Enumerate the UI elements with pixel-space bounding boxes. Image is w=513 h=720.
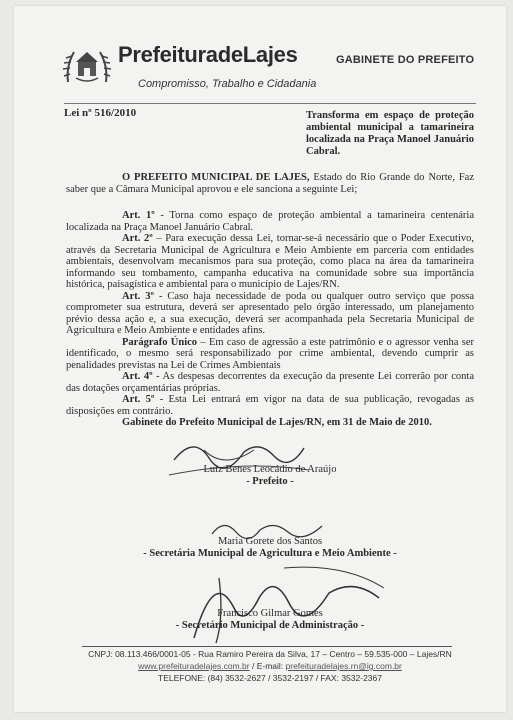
brand-name: PrefeituradeLajes <box>118 42 298 67</box>
administration-secretary-role: - Secretário Municipal de Administração - <box>175 620 365 631</box>
email-label: / E-mail: <box>249 661 286 671</box>
preamble-lead: O PREFEITO MUNICIPAL DE LAJES, <box>122 172 310 183</box>
footer-address: CNPJ: 08.113.466/0001-05 - Rua Ramiro Pereira da Silva, 17 – Centro – 59.535-000 – Lajes/RN <box>88 649 452 659</box>
administration-secretary-signature-icon <box>164 558 404 648</box>
preamble-text: Estado do Rio Grande do Norte, Faz saber que a Câmara Municipal aprovou e ele sanciona a seguinte Lei; <box>66 172 475 195</box>
article-3 <box>66 291 474 337</box>
article-text: - Caso haja necessidade de poda ou qualquer outro serviço que possa comprometer sua estrutura, deverá ser apresentado pelo órgão interessado, um planejamento prévio dessa ação e, a sua execução, deverá ser acompanhada pela Secretaria Municipal de Agricultura e Meio Ambiente e entidades afins. <box>66 290 474 336</box>
administration-secretary-name: Francisco Gilmar Gomes <box>217 608 323 619</box>
law-number: Lei nº 516/2010 <box>64 107 137 119</box>
article-text: – Em caso de agressão a este patrimônio e o agressor venha ser identificado, o mesmo será responsabilizado por crime ambiental, devendo cumprir as penalidades previstas na Lei de Crimes Ambientais <box>66 336 475 371</box>
footer-phones: TELEFONE: (84) 3532-2627 / 3532-2197 / FAX: 3532-2367 <box>158 673 382 683</box>
article-label: Parágrafo Único <box>122 336 198 348</box>
article-label: Art. 2º <box>122 233 153 244</box>
article-text: - Esta Lei entrará em vigor na data de sua publicação, revogadas as disposições em contrário. <box>66 394 474 417</box>
document-page <box>14 6 506 712</box>
article-label: Art. 5º <box>122 394 155 405</box>
preamble <box>66 172 474 195</box>
article-text: - Torna como espaço de proteção ambiental a tamarineira centenária localizada na Praça Manoel Januário Cabral. <box>66 210 474 233</box>
article-label: Art. 3º <box>122 290 155 302</box>
article-text: – Para execução dessa Lei, tornar-se-á necessário que o Poder Executivo, através da Secretaria Municipal de Agricultura e Meio Ambiente em parceria com entidades ambientais, desenvolvam mecanismos para sua proteção, como placa na área da tamarineira informando seu tombamento, campanha educativa na comunidade sobre sua importância histórica, paisagística e ambiental para o município de Lajes/RN. <box>66 233 474 290</box>
municipal-logo-icon <box>62 42 112 88</box>
mayor-role: - Prefeito - <box>246 476 294 487</box>
mayor-name: Luiz Benes Leocádio de Araújo <box>203 464 337 475</box>
article-label: Art. 1º <box>122 210 155 221</box>
agriculture-secretary-role: - Secretária Municipal de Agricultura e Meio Ambiente - <box>143 548 397 559</box>
law-ementa: Transforma em espaço de proteção ambiental municipal a tamarineira localizada na Praça Manoel Januário Cabral. <box>306 110 474 157</box>
article-4 <box>66 371 474 394</box>
article-2 <box>66 233 474 291</box>
law-body <box>66 210 474 429</box>
cabinet-title: GABINETE DO PREFEITO <box>336 54 475 66</box>
brand-tagline: Compromisso, Trabalho e Cidadania <box>138 78 317 90</box>
email-link[interactable]: prefeituradelajes.rn@ig.com.br <box>285 661 402 671</box>
article-label: Art. 4º <box>122 371 153 382</box>
website-link[interactable]: www.prefeituradelajes.com.br <box>138 661 250 671</box>
article-text: - As despesas decorrentes da execução da presente Lei correrão por conta das dotações orçamentárias próprias. <box>66 371 474 394</box>
agriculture-secretary-name: Maria Gorete dos Santos <box>217 536 323 547</box>
closing-line: Gabinete do Prefeito Municipal de Lajes/RN, em 31 de Maio de 2010. <box>122 417 432 428</box>
article-5 <box>66 394 474 417</box>
paragraph-unico <box>66 337 474 372</box>
footer-divider <box>82 646 452 647</box>
footer-contact <box>66 661 474 671</box>
header-divider <box>64 103 476 104</box>
article-1 <box>66 210 474 233</box>
